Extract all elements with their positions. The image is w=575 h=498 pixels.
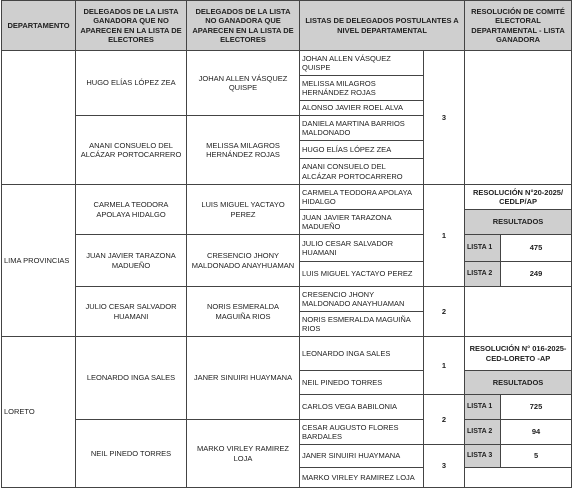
no-ganadora-cell: LUIS MIGUEL YACTAYO PEREZ — [187, 185, 300, 235]
ganadora-cell: HUGO ELÍAS LÓPEZ ZEA — [76, 51, 187, 116]
table-row — [2, 420, 572, 445]
table-row — [2, 51, 572, 76]
departamento-loreto: LORETO — [2, 337, 76, 488]
header-resolucion: RESOLUCIÓN DE COMITÉ ELECTORAL DEPARTAMENTAL - LISTA GANADORA — [465, 1, 572, 51]
ganadora-cell: ANANI CONSUELO DEL ALCÁZAR PORTOCARRERO — [76, 116, 187, 185]
table-row — [2, 287, 572, 312]
votos-value: 5 — [501, 445, 572, 468]
postulante-name: JOHAN ALLEN VÁSQUEZ QUISPE — [300, 51, 424, 76]
resolucion-cell-empty — [465, 468, 572, 488]
header-ganadora: DELEGADOS DE LA LISTA GANADORA QUE NO APARECEN EN LA LISTA DE ELECTORES — [76, 1, 187, 51]
resolucion-title: RESOLUCIÓN N°20-2025/ CEDLP/AP — [465, 185, 572, 210]
postulante-name: CARMELA TEODORA APOLAYA HIDALGO — [300, 185, 424, 210]
votos-value: 94 — [501, 420, 572, 445]
header-departamento: DEPARTAMENTO — [2, 1, 76, 51]
no-ganadora-cell: NORIS ESMERALDA MAGUIÑA RIOS — [187, 287, 300, 337]
votos-value: 725 — [501, 395, 572, 420]
lista-number: 2 — [424, 287, 465, 337]
postulante-name: ALONSO JAVIER ROEL ALVA — [300, 101, 424, 116]
resultados-header: RESULTADOS — [465, 371, 572, 395]
votos-value: 475 — [501, 235, 572, 262]
resolucion-cell-empty — [465, 287, 572, 337]
lista-label: LISTA 1 — [465, 235, 501, 262]
postulante-name: NEIL PINEDO TORRES — [300, 371, 424, 395]
postulante-name: LUIS MIGUEL YACTAYO PEREZ — [300, 262, 424, 287]
postulante-name: DANIELA MARTINA BARRIOS MALDONADO — [300, 116, 424, 141]
postulante-name: ANANI CONSUELO DEL ALCÁZAR PORTOCARRERO — [300, 159, 424, 185]
table-row — [2, 235, 572, 262]
resolucion-cell-empty — [465, 51, 572, 185]
no-ganadora-cell: JANER SINUIRI HUAYMANA — [187, 337, 300, 420]
lista-label: LISTA 2 — [465, 420, 501, 445]
header-no-ganadora: DELEGADOS DE LA LISTA NO GANADORA QUE APARECEN EN LA LISTA DE ELECTORES — [187, 1, 300, 51]
postulante-name: CARLOS VEGA BABILONIA — [300, 395, 424, 420]
no-ganadora-cell: MARKO VIRLEY RAMIREZ LOJA — [187, 420, 300, 488]
departamento-lima: LIMA PROVINCIAS — [2, 185, 76, 337]
resolucion-title: RESOLUCIÓN N° 016-2025-CED-LORETO -AP — [465, 337, 572, 371]
ganadora-cell: NEIL PINEDO TORRES — [76, 420, 187, 488]
postulante-name: CRESENCIO JHONY MALDONADO ANAYHUAMAN — [300, 287, 424, 312]
table-row — [2, 185, 572, 210]
votos-value: 249 — [501, 262, 572, 287]
delegates-table — [1, 0, 572, 488]
header-row — [2, 1, 572, 51]
lista-number: 3 — [424, 445, 465, 488]
ganadora-cell: JUAN JAVIER TARAZONA MADUEÑO — [76, 235, 187, 287]
no-ganadora-cell: JOHAN ALLEN VÁSQUEZ QUISPE — [187, 51, 300, 116]
lista-number: 3 — [424, 51, 465, 185]
postulante-name: MARKO VIRLEY RAMIREZ LOJA — [300, 468, 424, 488]
ganadora-cell: CARMELA TEODORA APOLAYA HIDALGO — [76, 185, 187, 235]
resultados-header: RESULTADOS — [465, 210, 572, 235]
postulante-name: JANER SINUIRI HUAYMANA — [300, 445, 424, 468]
postulante-name: JULIO CESAR SALVADOR HUAMANI — [300, 235, 424, 262]
postulante-name: LEONARDO INGA SALES — [300, 337, 424, 371]
postulante-name: MELISSA MILAGROS HERNÁNDEZ ROJAS — [300, 76, 424, 101]
lista-number: 1 — [424, 337, 465, 395]
lista-label: LISTA 2 — [465, 262, 501, 287]
no-ganadora-cell: CRESENCIO JHONY MALDONADO ANAYHUAMAN — [187, 235, 300, 287]
postulante-name: NORIS ESMERALDA MAGUIÑA RIOS — [300, 312, 424, 337]
no-ganadora-cell: MELISSA MILAGROS HERNÁNDEZ ROJAS — [187, 116, 300, 185]
lista-number: 1 — [424, 185, 465, 287]
lista-number: 2 — [424, 395, 465, 445]
ganadora-cell: JULIO CESAR SALVADOR HUAMANI — [76, 287, 187, 337]
postulante-name: JUAN JAVIER TARAZONA MADUEÑO — [300, 210, 424, 235]
lista-label: LISTA 3 — [465, 445, 501, 468]
postulante-name: CESAR AUGUSTO FLORES BARDALES — [300, 420, 424, 445]
lista-label: LISTA 1 — [465, 395, 501, 420]
table-row — [2, 337, 572, 371]
postulante-name: HUGO ELÍAS LÓPEZ ZEA — [300, 141, 424, 159]
departamento-cell-empty — [2, 51, 76, 185]
header-postulantes: LISTAS DE DELEGADOS POSTULANTES A NIVEL DEPARTAMENTAL — [300, 1, 465, 51]
ganadora-cell: LEONARDO INGA SALES — [76, 337, 187, 420]
